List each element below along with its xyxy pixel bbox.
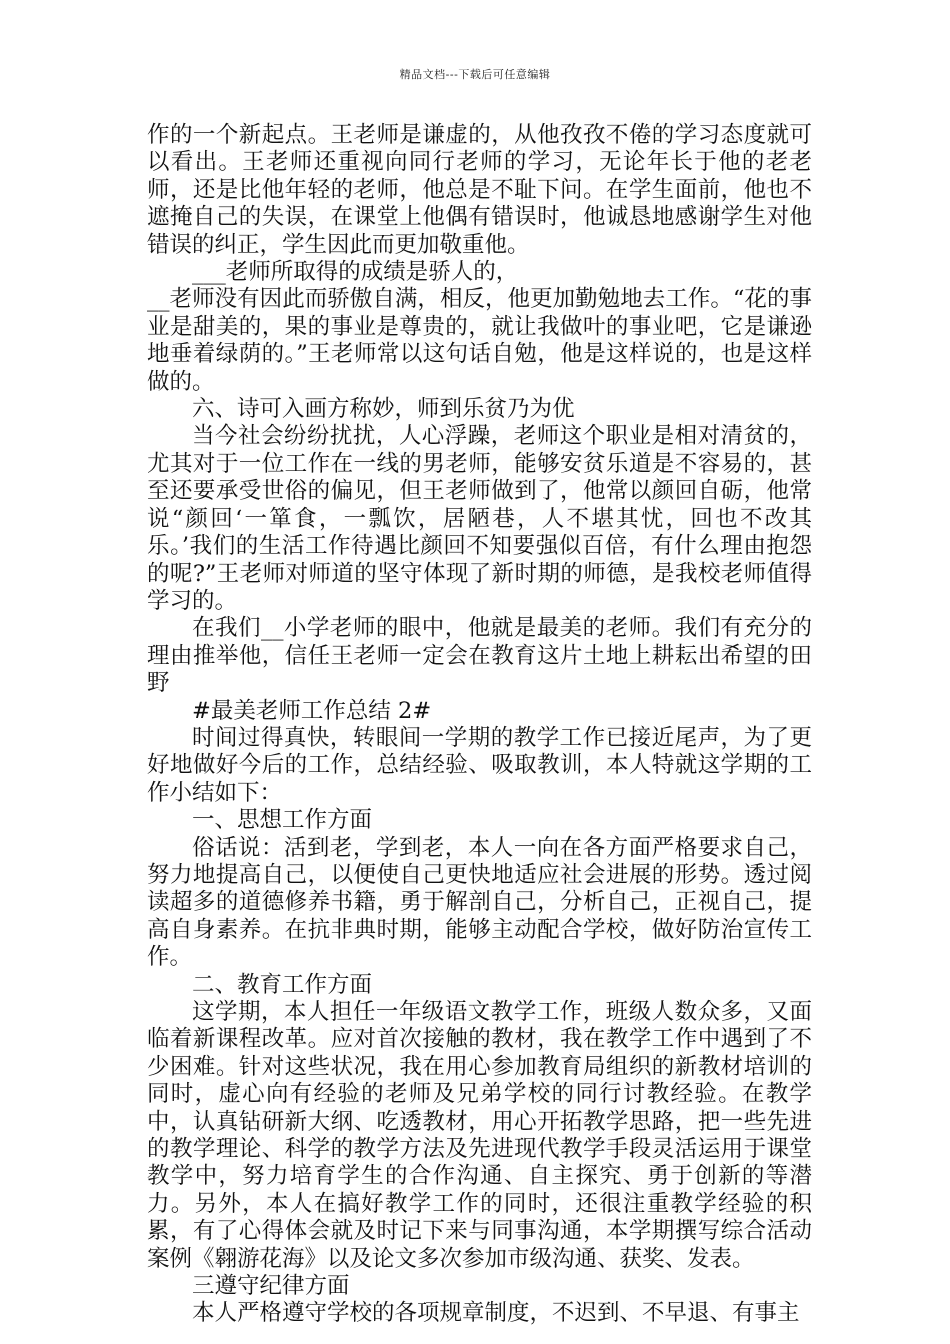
paragraph: 作的一个新起点。王老师是谦虚的，从他孜孜不倦的学习态度就可以看出。王老师还重视向同行老师的学习，无论年长于他的老老师，还是比他年轻的老师，他总是不耻下问。在学生面前，他也不遮掩自己的失误，在课堂上他偶有错误时，他诚恳地感谢学生对他错误的纠正，学生因此而更加敬重他。 bbox=[147, 122, 812, 258]
section-heading: 三遵守纪律方面 bbox=[192, 1273, 350, 1300]
section-heading: 六、诗可入画方称妙，师到乐贫乃为优 bbox=[192, 396, 575, 423]
document-title: #最美老师工作总结 2# bbox=[192, 697, 432, 724]
document-body bbox=[147, 122, 812, 1328]
paragraph: 当今社会纷纷扰扰，人心浮躁，老师这个职业是相对清贫的，尤其对于一位工作在一线的男老师，能够安贫乐道是不容易的，甚至还要承受世俗的偏见，但王老师做到了，他常以颜回自砺，他常说“颜回‘一箪食，一瓢饮，居陋巷，人不堪其忧，回也不改其乐。’我们的生活工作待遇比颜回不知要强似百倍，有什么理由抱怨的呢?”王老师对师道的坚守体现了新时期的师德，是我校老师值得学习的。 bbox=[147, 423, 812, 614]
section-heading: 二、教育工作方面 bbox=[192, 971, 373, 998]
paragraph: 本人严格遵守学校的各项规章制度，不迟到、不早退、有事主 bbox=[192, 1300, 800, 1327]
paragraph: 在我们__小学老师的眼中，他就是最美的老师。我们有充分的理由推举他，信任王老师一定会在教育这片土地上耕耘出希望的田野 bbox=[147, 615, 812, 697]
paragraph: ___老师所取得的成绩是骄人的， bbox=[192, 259, 519, 286]
paragraph: __老师没有因此而骄傲自满，相反，他更加勤勉地去工作。“花的事业是甜美的，果的事业是尊贵的，就让我做叶的事业吧，它是谦逊地垂着绿荫的。”王老师常以这句话自勉，他是这样说的，也是这样做的。 bbox=[147, 286, 812, 395]
paragraph: 这学期，本人担任一年级语文教学工作，班级人数众多，又面临着新课程改革。应对首次接触的教材，我在教学工作中遇到了不少困难。针对这些状况，我在用心参加教育局组织的新教材培训的同时，虚心向有经验的老师及兄弟学校的同行讨教经验。在教学中，认真钻研新大纲、吃透教材，用心开拓教学思路，把一些先进的教学理论、科学的教学方法及先进现代教学手段灵活运用于课堂教学中，努力培育学生的合作沟通、自主探究、勇于创新的等潜力。另外，本人在搞好教学工作的同时，还很注重教学经验的积累，有了心得体会就及时记下来与同事沟通，本学期撰写综合活动案例《翱游花海》以及论文多次参加市级沟通、获奖、发表。 bbox=[147, 999, 812, 1272]
page-header: 精品文档---下载后可任意编辑 bbox=[399, 68, 551, 81]
paragraph: 时间过得真快，转眼间一学期的教学工作已接近尾声，为了更好地做好今后的工作，总结经验、吸取教训，本人特就这学期的工作小结如下： bbox=[147, 724, 812, 806]
section-heading: 一、思想工作方面 bbox=[192, 807, 373, 834]
paragraph: 俗话说：活到老，学到老，本人一向在各方面严格要求自己，努力地提高自己，以便使自己更快地适应社会进展的形势。透过阅读超多的道德修养书籍，勇于解剖自己，分析自己，正视自己，提高自身素养。在抗非典时期，能够主动配合学校，做好防治宣传工作。 bbox=[147, 834, 812, 971]
